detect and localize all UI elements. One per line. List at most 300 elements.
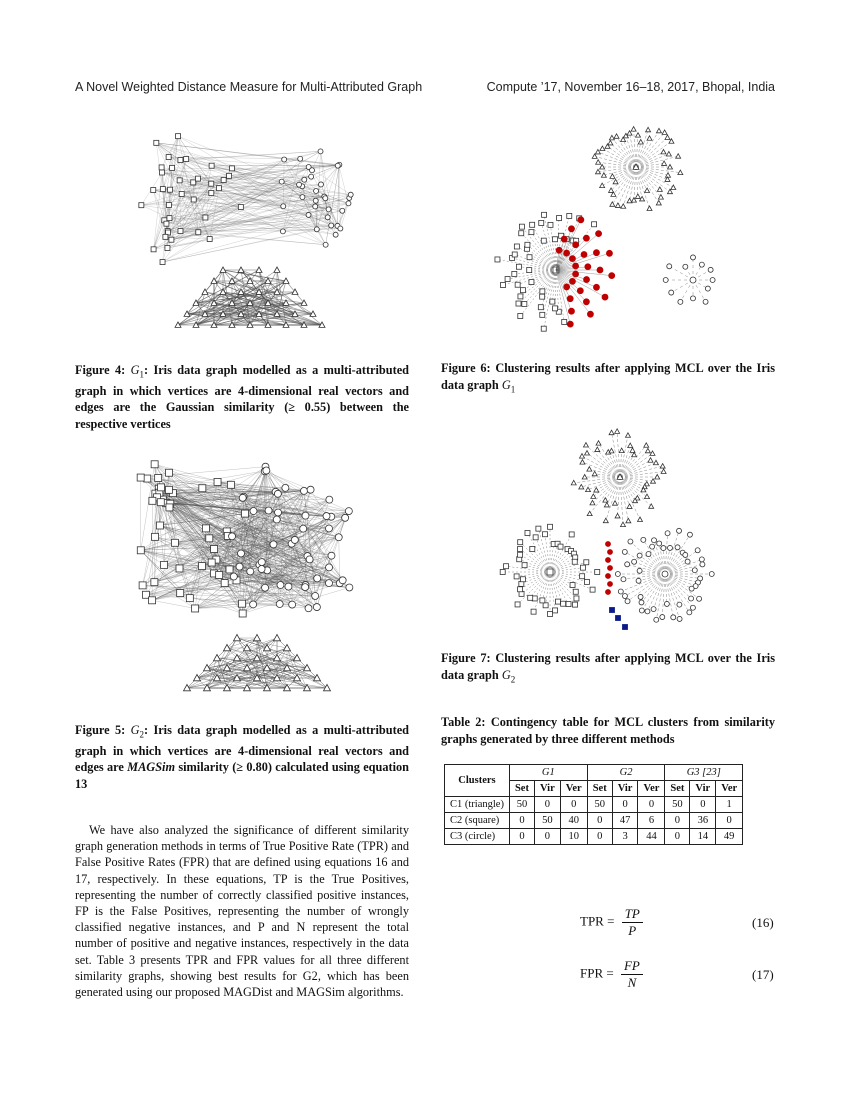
circle-node (669, 290, 674, 295)
circle-node (569, 278, 575, 284)
magsim-emphasis: MAGSim (127, 760, 176, 775)
square-node (518, 587, 523, 592)
graph-edge (640, 571, 665, 574)
circle-node (335, 534, 342, 541)
circle-node (302, 584, 309, 591)
square-node (166, 504, 173, 511)
circle-node (568, 308, 574, 314)
circle-node (279, 179, 284, 184)
square-node (209, 163, 214, 168)
square-node (165, 486, 172, 493)
figure-6-label: Figure 6: (441, 361, 491, 375)
circle-node (615, 572, 620, 577)
square-node (519, 224, 524, 229)
running-header-title: A Novel Weighted Distance Measure for Multi-Attributed Graph (75, 80, 423, 94)
circle-node (318, 182, 323, 187)
triangle-node (645, 188, 650, 193)
graph-edge (550, 572, 558, 602)
circle-node (262, 584, 269, 591)
square-node (177, 590, 184, 597)
square-node (547, 569, 553, 575)
table-cell: 49 (716, 829, 743, 845)
table-body (445, 797, 743, 845)
circle-node (285, 583, 292, 590)
circle-node (250, 601, 257, 608)
circle-node (326, 580, 333, 587)
graph-edge (647, 574, 665, 611)
square-node (505, 277, 510, 282)
square-node (202, 525, 209, 532)
circle-node (577, 288, 583, 294)
circle-node (314, 227, 319, 232)
square-node (227, 173, 232, 178)
circle-node (657, 541, 662, 546)
square-node (500, 570, 505, 575)
square-node (239, 610, 246, 617)
table-cell: 0 (587, 829, 612, 845)
square-node (541, 326, 546, 331)
square-node (553, 306, 558, 311)
square-node (514, 574, 519, 579)
square-node (206, 535, 213, 542)
circle-node (280, 229, 285, 234)
square-node (177, 178, 182, 183)
square-node (161, 561, 168, 568)
triangle-node (646, 127, 651, 132)
circle-node (645, 609, 650, 614)
circle-node (710, 278, 715, 283)
graph-edge (542, 572, 550, 600)
triangle-node (586, 487, 591, 492)
graph-edge (587, 453, 620, 477)
graph-edge (665, 574, 689, 612)
square-node (164, 221, 169, 226)
table-cell: 47 (612, 813, 638, 829)
circle-node (229, 533, 236, 540)
circle-node (663, 278, 668, 283)
circle-node (606, 558, 611, 563)
circle-node (695, 548, 700, 553)
graph-edge (550, 225, 556, 270)
triangle-node (615, 513, 620, 518)
triangle-node (666, 151, 671, 156)
circle-node (689, 586, 694, 591)
square-node (573, 602, 578, 607)
table-subheader: Set (509, 781, 534, 797)
triangle-node (635, 194, 640, 199)
triangle-node (615, 429, 620, 434)
graph-edge (550, 544, 558, 572)
table-cell: 14 (690, 829, 716, 845)
table-row (445, 829, 743, 845)
square-node (570, 583, 575, 588)
square-node (168, 187, 173, 192)
circle-node (639, 608, 644, 613)
circle-node (236, 563, 243, 570)
triangle-node (625, 433, 630, 438)
graph-edge (665, 574, 667, 604)
table-subheader: Vir (534, 781, 560, 797)
square-node (169, 237, 174, 242)
square-node (166, 202, 171, 207)
circle-node (325, 215, 330, 220)
circle-node (291, 536, 298, 543)
square-node (529, 230, 534, 235)
square-node (191, 180, 196, 185)
square-node (610, 608, 615, 613)
table-subheader: Set (587, 781, 612, 797)
triangle-node (604, 502, 609, 507)
triangle-node (647, 136, 652, 141)
graph-edge (620, 477, 637, 498)
graph-edge (636, 152, 663, 167)
square-node (514, 244, 519, 249)
circle-node (709, 572, 714, 577)
square-node (520, 577, 525, 582)
circle-node (639, 600, 644, 605)
square-node (616, 616, 621, 621)
table-cell: 44 (638, 829, 665, 845)
contingency-table (444, 764, 743, 845)
table-cell: 50 (534, 813, 560, 829)
square-node (562, 319, 567, 324)
square-node (530, 222, 535, 227)
square-node (550, 299, 555, 304)
triangle-node (579, 484, 584, 489)
table-cell: 40 (560, 813, 587, 829)
triangle-node (636, 133, 641, 138)
circle-node (690, 605, 695, 610)
square-node (186, 595, 193, 602)
square-node (176, 134, 181, 139)
table-cell: 3 (612, 829, 638, 845)
triangle-node (631, 127, 636, 132)
square-node (512, 271, 517, 276)
circle-node (678, 299, 683, 304)
graph-edge (550, 572, 555, 610)
circle-node (306, 212, 311, 217)
square-node (203, 215, 208, 220)
table-subheader: Vir (690, 781, 716, 797)
square-node (518, 547, 523, 552)
table-group-g3: G3 [23] (665, 765, 743, 781)
square-node (553, 608, 558, 613)
table-header-clusters: Clusters (445, 765, 510, 797)
graph-edge (284, 159, 339, 165)
triangle-node (603, 498, 608, 503)
square-node (573, 589, 578, 594)
circle-node (705, 286, 710, 291)
square-node (557, 215, 562, 220)
graph-edge (665, 574, 692, 589)
graph-edge (641, 574, 665, 602)
square-node (170, 165, 175, 170)
square-node (590, 587, 595, 592)
circle-node (618, 589, 623, 594)
circle-node (346, 584, 353, 591)
circle-node (689, 596, 694, 601)
graph-edge (612, 138, 636, 167)
circle-node (584, 277, 590, 283)
triangle-node (630, 448, 635, 453)
circle-node (687, 532, 692, 537)
table-cell: 50 (665, 797, 690, 813)
square-node (595, 570, 600, 575)
circle-node (573, 242, 579, 248)
graph-edge (156, 143, 211, 184)
circle-node (567, 321, 573, 327)
circle-node (307, 486, 314, 493)
circle-node (325, 525, 332, 532)
square-node (192, 605, 199, 612)
square-node (226, 566, 233, 573)
triangle-node (613, 501, 618, 506)
graph-edge (295, 540, 343, 580)
circle-node (263, 467, 270, 474)
circle-node (314, 188, 319, 193)
square-node (216, 186, 221, 191)
triangle-node (619, 448, 624, 453)
square-node (540, 312, 545, 317)
circle-node (699, 557, 704, 562)
square-node (139, 582, 146, 589)
triangle-node (621, 204, 626, 209)
triangle-node (596, 441, 601, 446)
square-node (522, 301, 527, 306)
circle-node (297, 182, 302, 187)
circle-node (691, 296, 696, 301)
circle-node (699, 262, 704, 267)
circle-node (650, 544, 655, 549)
circle-node (665, 531, 670, 536)
equation-17: FPR = $\frac{FP}{N}$ (580, 958, 643, 991)
square-node (191, 197, 196, 202)
triangle-node (582, 475, 587, 480)
triangle-node (661, 149, 666, 154)
triangle-node (585, 451, 590, 456)
triangle-node (628, 443, 633, 448)
circle-node (238, 550, 245, 557)
triangle-node (583, 443, 588, 448)
square-node (196, 230, 201, 235)
graph-edge (523, 572, 550, 579)
triangle-node (662, 130, 667, 135)
square-node (580, 565, 585, 570)
circle-node (622, 549, 627, 554)
table-row-label: C1 (triangle) (445, 797, 510, 813)
figure-7-label: Figure 7: (441, 651, 491, 665)
table-2-caption: Table 2: Contingency table for MCL clusters from similarity graphs generated by three different methods (441, 715, 775, 746)
triangle-node (609, 135, 614, 140)
square-node (561, 601, 566, 606)
circle-node (646, 552, 651, 557)
circle-node (700, 562, 705, 567)
square-node (584, 579, 589, 584)
table-cell: 6 (638, 813, 665, 829)
triangle-node (580, 460, 585, 465)
circle-node (667, 545, 672, 550)
circle-node (628, 539, 633, 544)
circle-node (708, 267, 713, 272)
graph-edge (665, 574, 680, 619)
square-node (504, 564, 509, 569)
triangle-node (609, 448, 614, 453)
circle-node (274, 490, 281, 497)
table-cell: 0 (612, 797, 638, 813)
square-node (151, 579, 158, 586)
square-node (157, 499, 164, 506)
circle-node (587, 311, 593, 317)
circle-node (596, 231, 602, 237)
triangle-node (595, 447, 600, 452)
triangle-node (600, 183, 605, 188)
triangle-node (613, 179, 618, 184)
square-node (199, 485, 206, 492)
square-node (208, 559, 215, 566)
table-cell: 0 (560, 797, 587, 813)
triangle-node (600, 146, 605, 151)
square-node (163, 234, 168, 239)
graph-edge (544, 241, 556, 270)
circle-node (270, 541, 277, 548)
square-node (144, 475, 151, 482)
square-node (167, 216, 172, 221)
circle-node (310, 168, 315, 173)
circle-node (265, 507, 272, 514)
table-cell: 36 (690, 813, 716, 829)
circle-node (282, 484, 289, 491)
square-node (495, 257, 500, 262)
triangle-node (656, 200, 661, 205)
triangle-node (644, 443, 649, 448)
circle-node (675, 545, 680, 550)
triangle-node (615, 203, 620, 208)
square-node (548, 611, 553, 616)
circle-node (585, 264, 591, 270)
triangle-node (610, 174, 615, 179)
triangle-node (632, 452, 637, 457)
square-node (155, 475, 162, 482)
square-node (515, 282, 520, 287)
circle-node (625, 562, 630, 567)
table-cell: 0 (534, 797, 560, 813)
circle-node (247, 568, 254, 575)
table-2-label: Table 2: (441, 715, 486, 729)
graph-edge (514, 270, 556, 274)
square-node (160, 170, 165, 175)
figure-4-label: Figure 4: (75, 363, 126, 377)
triangle-node (614, 134, 619, 139)
graph-edge (669, 266, 693, 280)
circle-node (661, 546, 666, 551)
running-header-venue: Compute ’17, November 16–18, 2017, Bhopal, India (486, 80, 775, 94)
circle-node (622, 594, 627, 599)
circle-node (281, 204, 286, 209)
graph-edge (665, 574, 679, 605)
graph-edge (163, 194, 182, 262)
graph-edge (178, 136, 232, 168)
circle-node (677, 616, 682, 621)
square-node (518, 294, 523, 299)
graph-edge (535, 572, 550, 598)
table-group-g1: G1 (509, 765, 587, 781)
square-node (567, 213, 572, 218)
triangle-node (648, 458, 653, 463)
square-node (151, 188, 156, 193)
table-subheader: Ver (560, 781, 587, 797)
triangle-node (609, 430, 614, 435)
square-node (137, 474, 144, 481)
square-node (518, 552, 523, 557)
triangle-node (638, 139, 643, 144)
figure-5-label: Figure 5: (75, 723, 126, 737)
circle-node (638, 594, 643, 599)
triangle-node (254, 635, 261, 641)
circle-node (683, 264, 688, 269)
circle-node (608, 550, 613, 555)
circle-node (641, 537, 646, 542)
square-node (525, 530, 530, 535)
square-node (574, 596, 579, 601)
square-node (178, 228, 183, 233)
graph-edge (550, 572, 575, 605)
triangle-node (596, 160, 601, 165)
graph-edge (620, 451, 622, 477)
square-node (516, 264, 521, 269)
triangle-node (610, 202, 615, 207)
circle-node (597, 267, 603, 273)
triangle-node (592, 471, 597, 476)
square-node (195, 176, 200, 181)
circle-node (583, 299, 589, 305)
square-node (538, 305, 543, 310)
circle-node (335, 163, 340, 168)
square-node (515, 602, 520, 607)
square-node (516, 301, 521, 306)
circle-node (323, 513, 330, 520)
square-node (558, 544, 563, 549)
graph-edge (517, 246, 556, 270)
graph-edge (282, 182, 341, 229)
square-node (139, 203, 144, 208)
triangle-node (660, 464, 665, 469)
square-node (207, 237, 212, 242)
circle-node (662, 571, 668, 577)
circle-node (323, 196, 328, 201)
table-cell: 0 (587, 813, 612, 829)
square-node (518, 540, 523, 545)
circle-node (625, 599, 630, 604)
circle-node (593, 250, 599, 256)
triangle-node (665, 135, 670, 140)
circle-node (326, 207, 331, 212)
graph-edge (636, 167, 670, 192)
circle-node (275, 509, 282, 516)
figure-4-caption: Figure 4: $G_1$: Iris data graph modelled as a multi-attributed graph in which vertices are 4-dimensional real vectors and edges are the Gaussian similarity (≥ 0.55) between the respective vertices (75, 363, 410, 431)
square-node (536, 526, 541, 531)
square-node (548, 524, 553, 529)
square-node (531, 609, 536, 614)
circle-node (652, 538, 657, 543)
circle-node (583, 235, 589, 241)
figure-5-caption: Figure 5: $G_2$: Iris data graph modelled as a multi-attributed graph in which vertices are 4-dimensional real vectors and edges are MAGSim similarity (≥ 0.80) calculated using equation 13 (75, 723, 410, 791)
square-node (176, 565, 183, 572)
table-row (445, 797, 743, 813)
triangle-node (594, 488, 599, 493)
table-cell: 0 (534, 829, 560, 845)
square-node (543, 532, 548, 537)
square-node (166, 469, 173, 476)
